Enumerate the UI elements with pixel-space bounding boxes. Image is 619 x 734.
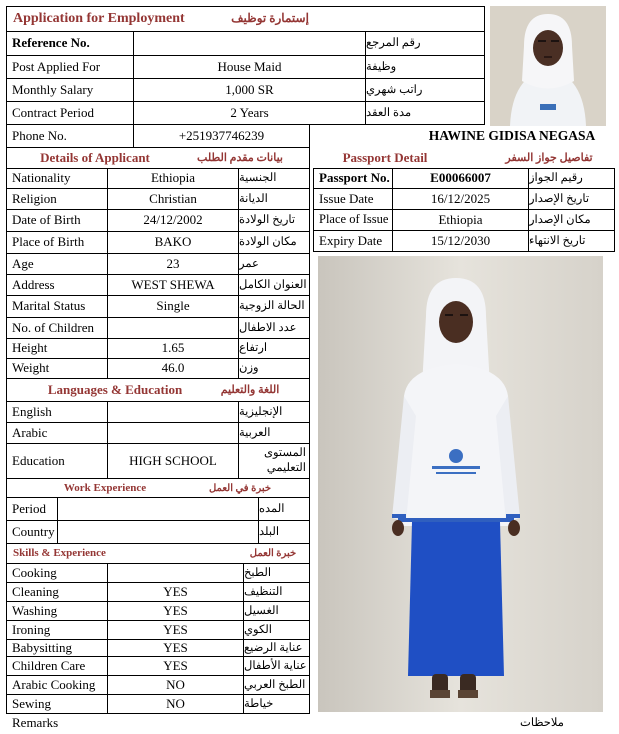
- washing-value: YES: [163, 602, 188, 618]
- form-title: Application for Employment: [13, 11, 185, 27]
- salary-label: Monthly Salary: [12, 81, 94, 97]
- arabic-cooking-label-arabic: الطبخ العربي: [244, 678, 306, 691]
- children-care-label: Children Care: [12, 657, 86, 673]
- languages-title: Languages & Education: [47, 382, 183, 398]
- expiry-date-value: 15/12/2030: [430, 232, 491, 248]
- post-label-arabic: وظيفة: [366, 60, 397, 73]
- phone-value: +251937746239: [178, 127, 265, 143]
- salary-label-arabic: راتب شهري: [366, 83, 423, 96]
- place-of-issue-label-arabic: مكان الإصدار: [529, 213, 591, 226]
- age-label: Age: [12, 255, 34, 271]
- issue-date-value: 16/12/2025: [430, 190, 491, 206]
- babysitting-label: Babysitting: [12, 640, 72, 655]
- expiry-date-label-arabic: تاريخ الانتهاء: [529, 234, 586, 247]
- children-label-arabic: عدد الاطفال: [239, 321, 297, 334]
- dob-value: 24/12/2002: [143, 212, 203, 228]
- ironing-value: YES: [163, 621, 188, 637]
- skills-title: Skills & Experience: [13, 547, 106, 560]
- religion-label: Religion: [12, 190, 57, 206]
- passport-no-label-arabic: رقيم الجواز: [529, 172, 583, 185]
- address-label-arabic: العنوان الكامل: [239, 278, 307, 291]
- english-label-arabic: الإنجليزية: [239, 405, 283, 418]
- age-value: 23: [166, 255, 180, 271]
- passport-title: Passport Detail: [342, 149, 428, 165]
- post-label: Post Applied For: [12, 58, 101, 74]
- height-label-arabic: ارتفاع: [239, 342, 268, 355]
- phone-label: Phone No.: [12, 127, 67, 143]
- children-care-value: YES: [163, 657, 188, 673]
- issue-date-label: Issue Date: [319, 190, 374, 206]
- country-label: Country: [12, 523, 55, 539]
- period-label: Period: [12, 500, 46, 516]
- contract-value: 2 Years: [230, 104, 269, 120]
- reference-label-arabic: رقم المرجع: [366, 37, 421, 50]
- reference-value: [134, 32, 365, 55]
- washing-label-arabic: الغسيل: [244, 604, 279, 617]
- period-value: [58, 498, 258, 520]
- passport-no-value: E00066007: [430, 170, 491, 186]
- children-label: No. of Children: [12, 319, 94, 335]
- passport-title-arabic: تفاصيل جواز السفر: [505, 151, 593, 164]
- applicant-name: HAWINE GIDISA NEGASA: [428, 127, 596, 143]
- marital-value: Single: [156, 298, 190, 314]
- country-value: [58, 521, 258, 543]
- babysitting-value: YES: [163, 640, 188, 655]
- dob-label-arabic: تاريخ الولادة: [239, 214, 296, 227]
- place-of-issue-label: Place of Issue: [319, 212, 389, 227]
- english-label: English: [12, 403, 52, 419]
- cleaning-value: YES: [163, 583, 188, 599]
- education-label: Education: [12, 452, 65, 468]
- sewing-label-arabic: خياطة: [244, 697, 274, 710]
- nationality-value: Ethiopia: [150, 170, 196, 186]
- education-label-arabic: المستوى التعليمي: [263, 447, 306, 474]
- expiry-date-label: Expiry Date: [319, 232, 383, 248]
- nationality-label-arabic: الجنسية: [239, 172, 277, 185]
- reference-label: Reference No.: [12, 35, 90, 51]
- english-value: [108, 402, 238, 422]
- contract-label-arabic: مدة العقد: [366, 106, 412, 119]
- arabic-label-arabic: العربية: [239, 426, 271, 439]
- weight-label: Weight: [12, 360, 50, 376]
- cooking-label-arabic: الطبخ: [244, 566, 272, 579]
- address-value: WEST SHEWA: [131, 276, 215, 292]
- full-body-photo: [318, 256, 603, 712]
- cooking-label: Cooking: [12, 564, 57, 580]
- ironing-label: Ironing: [12, 621, 51, 637]
- work-title: Work Experience: [63, 481, 147, 494]
- education-value: HIGH SCHOOL: [129, 452, 217, 468]
- pob-value: BAKO: [154, 234, 192, 250]
- babysitting-label-arabic: عناية الرضيع: [244, 641, 303, 654]
- marital-label-arabic: الحالة الزوجية: [239, 300, 305, 313]
- details-title: Details of Applicant: [40, 149, 150, 165]
- children-care-label-arabic: عناية الأطفال: [244, 659, 307, 672]
- cleaning-label: Cleaning: [12, 583, 59, 599]
- height-label: Height: [12, 340, 48, 356]
- remarks-label-arabic: ملاحظات: [520, 716, 564, 729]
- issue-date-label-arabic: تاريخ الإصدار: [529, 192, 590, 205]
- nationality-label: Nationality: [12, 170, 71, 186]
- dob-label: Date of Birth: [12, 212, 81, 228]
- cleaning-label-arabic: التنظيف: [244, 585, 283, 598]
- age-label-arabic: عمر: [239, 257, 259, 270]
- salary-value: 1,000 SR: [225, 81, 274, 97]
- children-value: [108, 318, 238, 338]
- religion-value: Christian: [149, 190, 197, 206]
- sewing-label: Sewing: [12, 695, 51, 711]
- washing-label: Washing: [12, 602, 58, 618]
- pob-label: Place of Birth: [12, 234, 85, 250]
- ironing-label-arabic: الكوي: [244, 623, 272, 636]
- cooking-value: [108, 564, 243, 582]
- work-title-arabic: خبرة في العمل: [208, 482, 272, 494]
- passport-no-label: Passport No.: [319, 170, 390, 186]
- weight-value: 46.0: [161, 360, 185, 376]
- remarks-label: Remarks: [12, 714, 59, 730]
- arabic-cooking-label: Arabic Cooking: [12, 676, 96, 692]
- country-label-arabic: البلد: [259, 525, 280, 538]
- details-title-arabic: بيانات مقدم الطلب: [197, 151, 283, 164]
- period-label-arabic: المده: [259, 502, 285, 515]
- languages-title-arabic: اللغة والتعليم: [220, 384, 280, 397]
- skills-title-arabic: خبرة العمل: [249, 548, 297, 559]
- address-label: Address: [12, 276, 55, 292]
- height-value: 1.65: [161, 340, 185, 356]
- religion-label-arabic: الديانة: [239, 192, 268, 205]
- sewing-value: NO: [166, 695, 185, 711]
- weight-label-arabic: وزن: [239, 362, 259, 375]
- form-title-arabic: إستمارة توظيف: [231, 11, 309, 26]
- arabic-label: Arabic: [12, 424, 48, 440]
- arabic-cooking-value: NO: [166, 676, 185, 692]
- arabic-value: [108, 423, 238, 443]
- place-of-issue-value: Ethiopia: [438, 211, 483, 227]
- pob-label-arabic: مكان الولادة: [239, 236, 297, 249]
- headshot-photo: [490, 6, 606, 126]
- marital-label: Marital Status: [12, 298, 86, 314]
- contract-label: Contract Period: [12, 104, 94, 120]
- post-value: House Maid: [217, 58, 282, 74]
